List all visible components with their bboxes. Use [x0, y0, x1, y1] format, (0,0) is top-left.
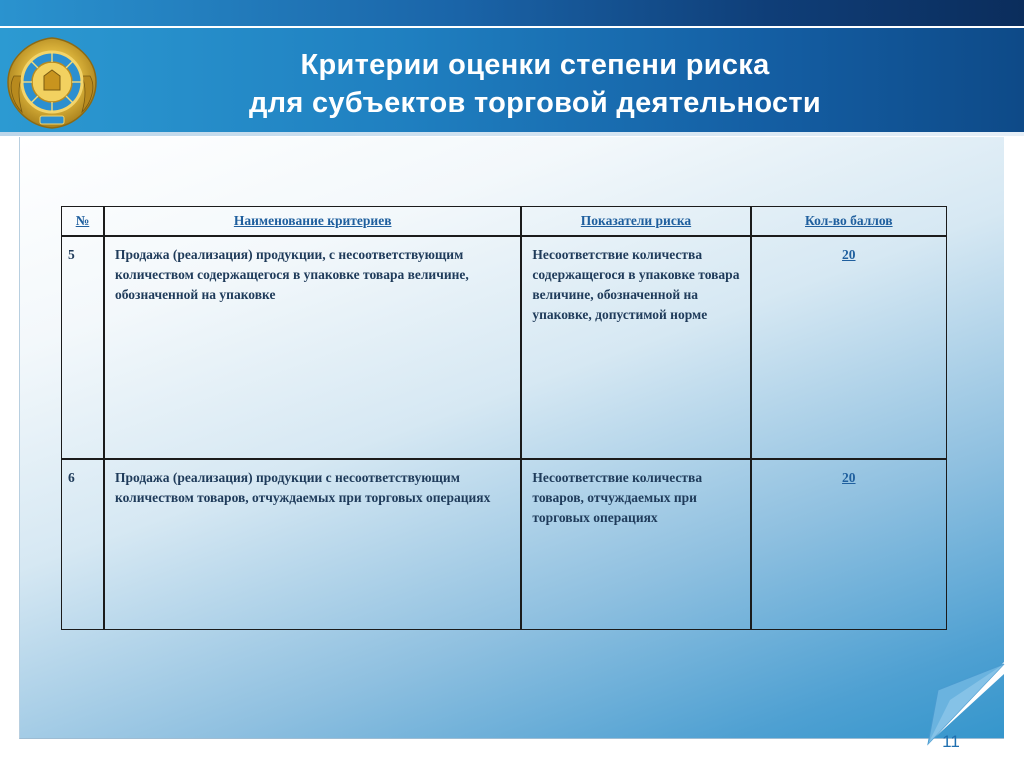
page-number: 11: [942, 732, 960, 751]
criteria-table-wrapper: [61, 206, 947, 630]
table-row: [61, 236, 947, 459]
points-value: 20: [751, 236, 947, 459]
points-value: 20: [751, 459, 947, 630]
slide-title: [160, 46, 910, 122]
header-points: Кол-во баллов: [751, 206, 947, 236]
header-risk-indicators: Показатели риска: [521, 206, 750, 236]
header-number: №: [61, 206, 104, 236]
criterion-text: Продажа (реализация) продукции с несоответствующим количеством товаров, отчуждаемых при торговых операциях: [104, 459, 521, 630]
criteria-table: [61, 206, 947, 630]
title-line-1: Критерии оценки степени риска: [300, 49, 770, 81]
title-line-2: для субъектов торговой деятельности: [248, 87, 822, 119]
top-strip: [0, 0, 1024, 26]
header-criteria-name: Наименование критериев: [104, 206, 521, 236]
kazakhstan-state-emblem-icon: [4, 36, 100, 130]
table-row: [61, 459, 947, 630]
table-header-row: [61, 206, 947, 236]
row-number: 6: [61, 459, 104, 630]
risk-indicator-text: Несоответствие количества товаров, отчуждаемых при торговых операциях: [521, 459, 750, 630]
row-number: 5: [61, 236, 104, 459]
criterion-text: Продажа (реализация) продукции, с несоответствующим количеством содержащегося в упаковке товара величине, обозначенной на упаковке: [104, 236, 521, 459]
risk-indicator-text: Несоответствие количества содержащегося в упаковке товара величине, обозначенной на упаковке, допустимой норме: [521, 236, 750, 459]
header-divider: [0, 132, 1024, 136]
